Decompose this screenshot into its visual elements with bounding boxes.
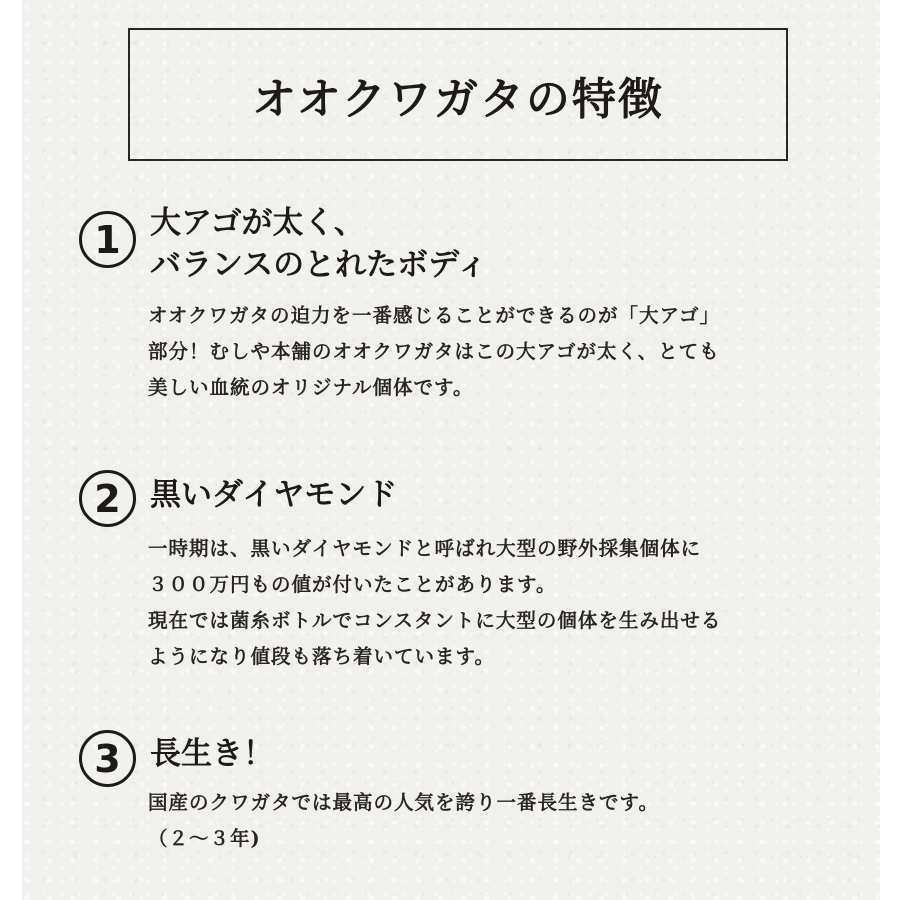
- section-heading: [150, 202, 488, 286]
- section-number-badge: 3: [79, 730, 136, 787]
- section-body-line: ようになり値段も落ち着いています。: [148, 645, 495, 668]
- section-body-line: 一時期は、黒いダイヤモンドと呼ばれ大型の野外採集個体に: [148, 537, 702, 560]
- section-heading: [150, 733, 274, 775]
- section-heading-line: バランスのとれたボディ: [150, 247, 488, 283]
- section-body-line: 国産のクワガタでは最高の人気を誇り一番長生きです。: [148, 791, 659, 814]
- section-heading-line: 長生き！: [150, 736, 274, 772]
- page-title: オオクワガタの特徴: [252, 73, 664, 125]
- section-number-badge: 2: [79, 470, 136, 527]
- section-body-line: 美しい血統のオリジナル個体です。: [148, 376, 474, 399]
- section-number-badge: 1: [79, 211, 136, 268]
- section-body-line: （２～３年): [148, 827, 261, 850]
- section-heading-line: 大アゴが太く、: [150, 205, 365, 241]
- section-heading-line: 黒いダイヤモンド: [150, 477, 398, 513]
- section-body-line: 部分！むしや本舗のオオクワガタはこの大アゴが太く、とても: [148, 340, 720, 363]
- section-body: [148, 298, 720, 406]
- section-heading: [150, 474, 397, 516]
- section-body: [148, 531, 721, 675]
- title-frame: [128, 28, 788, 161]
- section-body-line: オオクワガタの迫力を一番感じることができるのが「大アゴ」: [148, 304, 721, 327]
- section-body-line: 現在では菌糸ボトルでコンスタントに大型の個体を生み出せる: [148, 609, 722, 632]
- section-body: [148, 785, 659, 857]
- section-body-line: ３００万円もの値が付いたことがあります。: [148, 573, 557, 596]
